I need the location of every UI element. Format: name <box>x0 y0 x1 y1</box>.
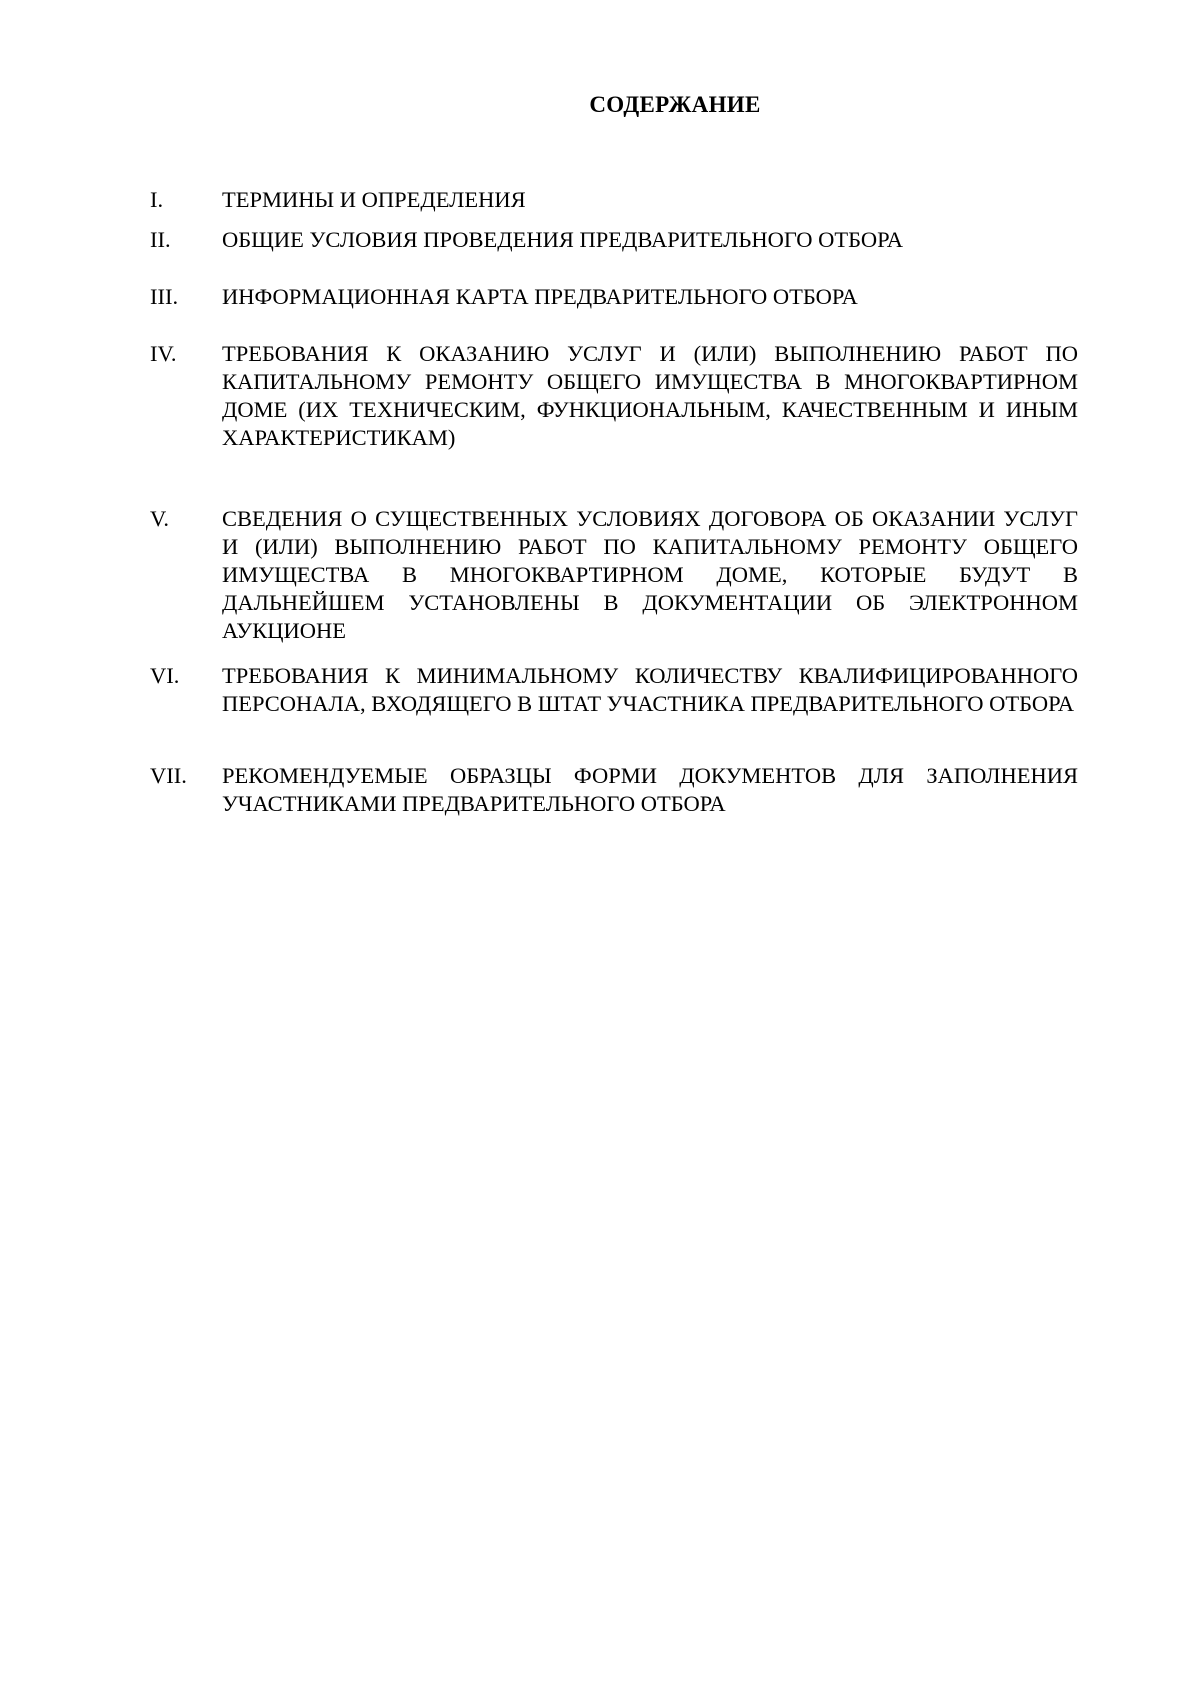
toc-item <box>150 283 1080 311</box>
toc-item <box>150 186 1080 214</box>
toc-item-text: ТЕРМИНЫ И ОПРЕДЕЛЕНИЯ <box>222 187 526 212</box>
toc-item-text: ИНФОРМАЦИОННАЯ КАРТА ПРЕДВАРИТЕЛЬНОГО ОТБОРА <box>222 284 858 309</box>
toc-item <box>150 762 1080 818</box>
toc-item <box>150 505 1080 645</box>
toc-item-number: I. <box>150 187 164 212</box>
toc-item-text: СВЕДЕНИЯ О СУЩЕСТВЕННЫХ УСЛОВИЯХ ДОГОВОРА ОБ ОКАЗАНИИ УСЛУГ И (ИЛИ) ВЫПОЛНЕНИЮ РАБОТ ПО КАПИТАЛЬНОМУ РЕМОНТУ ОБЩЕГО ИМУЩЕСТВА В МНОГОКВАРТИРНОМ ДОМЕ, КОТОРЫЕ БУДУТ В ДАЛЬНЕЙШЕМ УСТАНОВЛЕНЫ В ДОКУМЕНТАЦИИ ОБ ЭЛЕКТРОННОМ АУКЦИОНЕ <box>222 506 1078 643</box>
toc-item-number: V. <box>150 506 169 531</box>
toc-item-text: ОБЩИЕ УСЛОВИЯ ПРОВЕДЕНИЯ ПРЕДВАРИТЕЛЬНОГО ОТБОРА <box>222 227 904 252</box>
toc-item <box>150 340 1080 452</box>
toc-item-number: IV. <box>150 341 177 366</box>
toc-item <box>150 662 1080 718</box>
page-title: СОДЕРЖАНИЕ <box>589 92 761 117</box>
toc-item-number: III. <box>150 284 179 309</box>
toc-item-number: VI. <box>150 663 180 688</box>
toc-item-number: VII. <box>150 763 187 788</box>
toc-item <box>150 226 1080 254</box>
toc-item-text: ТРЕБОВАНИЯ К МИНИМАЛЬНОМУ КОЛИЧЕСТВУ КВАЛИФИЦИРОВАННОГО ПЕРСОНАЛА, ВХОДЯЩЕГО В ШТАТ УЧАСТНИКА ПРЕДВАРИТЕЛЬНОГО ОТБОРА <box>222 663 1078 716</box>
toc-item-text: ТРЕБОВАНИЯ К ОКАЗАНИЮ УСЛУГ И (ИЛИ) ВЫПОЛНЕНИЮ РАБОТ ПО КАПИТАЛЬНОМУ РЕМОНТУ ОБЩЕГО ИМУЩЕСТВА В МНОГОКВАРТИРНОМ ДОМЕ (ИХ ТЕХНИЧЕСКИМ, ФУНКЦИОНАЛЬНЫМ, КАЧЕСТВЕННЫМ И ИНЫМ ХАРАКТЕРИСТИКАМ) <box>222 341 1078 450</box>
toc-item-text: РЕКОМЕНДУЕМЫЕ ОБРАЗЦЫ ФОРМИ ДОКУМЕНТОВ ДЛЯ ЗАПОЛНЕНИЯ УЧАСТНИКАМИ ПРЕДВАРИТЕЛЬНОГО ОТБОРА <box>222 763 1078 816</box>
toc-item-number: II. <box>150 227 171 252</box>
